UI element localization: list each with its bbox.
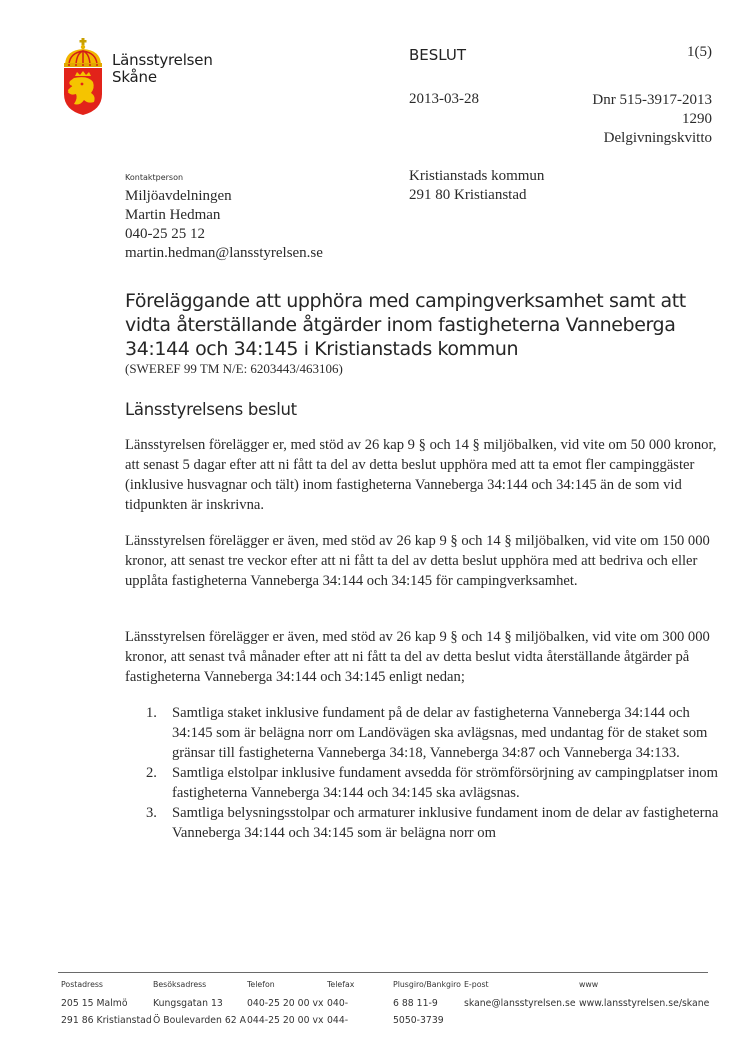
contact-block: [125, 187, 323, 263]
list-item: [125, 803, 725, 843]
page-number: 1(5): [687, 44, 712, 60]
document-type: BESLUT: [409, 46, 467, 64]
contact-label: Kontaktperson: [125, 173, 184, 182]
footer-postal-address: [61, 979, 152, 1029]
contact-email[interactable]: martin.hedman@lansstyrelsen.se: [125, 245, 323, 261]
list-item-text: Samtliga elstolpar inklusive fundament avsedda för strömförsörjning av campingplatser inom fastigheterna Vanneberga 34:144 och 34:145 ska avlägsnas.: [172, 765, 718, 801]
diary-number: Dnr 515-3917-2013: [592, 92, 712, 108]
footer-website: [579, 979, 709, 1012]
footer-label: Besöksadress: [153, 980, 207, 989]
footer-giro: [393, 979, 461, 1029]
org-name-line2: Skåne: [112, 68, 157, 86]
measures-list: [125, 703, 725, 843]
contact-name: Martin Hedman: [125, 207, 221, 223]
recipient-name: Kristianstads kommun: [409, 168, 545, 184]
footer-value: 6 88 11-9: [393, 998, 438, 1009]
footer-value: 291 86 Kristianstad: [61, 1015, 152, 1026]
lansstyrelsen-logo: [60, 38, 220, 118]
list-item: [125, 763, 725, 803]
list-item-text: Samtliga staket inklusive fundament på de delar av fastigheterna Vanneberga 34:144 och 34:145 som är belägna norr om Landövägen ska avlägsnas, med undantag för de staket som gränsar till fastigheterna Vanneberga 34:18, Vanneberga 34:87 och Vanneberga 34:133.: [172, 705, 708, 761]
footer-value: 044-25 20 00 vx: [247, 1015, 324, 1026]
paragraph-2: Länsstyrelsen förelägger er även, med stöd av 26 kap 9 § och 14 § miljöbalken, vid vite om 150 000 kronor, att senast tre veckor efter att ni fått ta del av detta beslut upphöra med att bedriva och eller upplåta fastigheterna Vanneberga 34:144 och 34:145 för campingverksamhet.: [125, 533, 710, 589]
footer-value: Kungsgatan 13: [153, 998, 223, 1009]
footer-value: Ö Boulevarden 62 A: [153, 1015, 247, 1026]
contact-phone: 040-25 25 12: [125, 226, 205, 242]
footer-visiting-address: [153, 979, 246, 1029]
list-item-number: 1.: [146, 705, 157, 721]
paragraph-3: Länsstyrelsen förelägger er även, med stöd av 26 kap 9 § och 14 § miljöbalken, vid vite om 300 000 kronor, att senast två månader efter att ni fått ta del av detta beslut vidta återställande åtgärder på fastigheterna Vanneberga 34:144 och 34:145 enligt nedan;: [125, 629, 710, 685]
reference-number: 1290: [682, 111, 712, 127]
footer-label: Telefax: [327, 980, 355, 989]
footer-label: E-post: [464, 980, 489, 989]
footer-label: Postadress: [61, 980, 103, 989]
footer-value: 5050-3739: [393, 1015, 444, 1026]
footer-website-link[interactable]: www.lansstyrelsen.se/skane: [579, 998, 710, 1009]
org-name-line1: Länsstyrelsen: [112, 51, 213, 69]
org-name: [112, 52, 213, 86]
skane-coat-of-arms-icon: [60, 38, 106, 116]
footer-label: Plusgiro/Bankgiro: [393, 980, 461, 989]
contact-department: Miljöavdelningen: [125, 188, 232, 204]
footer-label: Telefon: [247, 980, 275, 989]
decision-date: 2013-03-28: [409, 91, 479, 107]
paragraph-1: Länsstyrelsen förelägger er, med stöd av 26 kap 9 § och 14 § miljöbalken, vid vite om 50 000 kronor, att senast 5 dagar efter att ni fått ta del av detta beslut upphöra med att ta emot fler campinggäster (inklusive husvagnar och tält) inom fastigheterna Vanneberga 34:144 och 34:145 än de som vid tidpunkten är inskrivna.: [125, 437, 717, 513]
footer-phone: [247, 979, 323, 1029]
footer-value: 040-: [327, 998, 349, 1009]
list-item-text: Samtliga belysningsstolpar och armaturer inklusive fundament inom de delar av fastigheterna Vanneberga 34:144 och 34:145 som är belägna norr om: [172, 805, 719, 841]
list-item-number: 3.: [146, 805, 157, 821]
coordinates: (SWEREF 99 TM N/E: 6203443/463106): [125, 361, 343, 376]
footer-value: 044-: [327, 1015, 349, 1026]
recipient-block: [409, 167, 544, 205]
recipient-address: 291 80 Kristianstad: [409, 187, 527, 203]
list-item: [125, 703, 725, 763]
footer-email: [464, 979, 576, 1012]
footer-label: www: [579, 980, 599, 989]
footer-email-link[interactable]: skane@lansstyrelsen.se: [464, 998, 576, 1009]
footer-value: 205 15 Malmö: [61, 998, 128, 1009]
delivery-receipt-label: Delgivningskvitto: [603, 130, 712, 146]
reference-block: [592, 91, 712, 148]
footer-value: 040-25 20 00 vx: [247, 998, 324, 1009]
footer-fax: [327, 979, 354, 1029]
footer-divider: [58, 972, 708, 973]
document-title: Föreläggande att upphöra med campingverksamhet samt att vidta återställande åtgärder inom fastigheterna Vanneberga 34:144 och 34:145 i Kristianstads kommun: [125, 290, 686, 360]
list-item-number: 2.: [146, 765, 157, 781]
section-heading: Länsstyrelsens beslut: [125, 400, 297, 419]
